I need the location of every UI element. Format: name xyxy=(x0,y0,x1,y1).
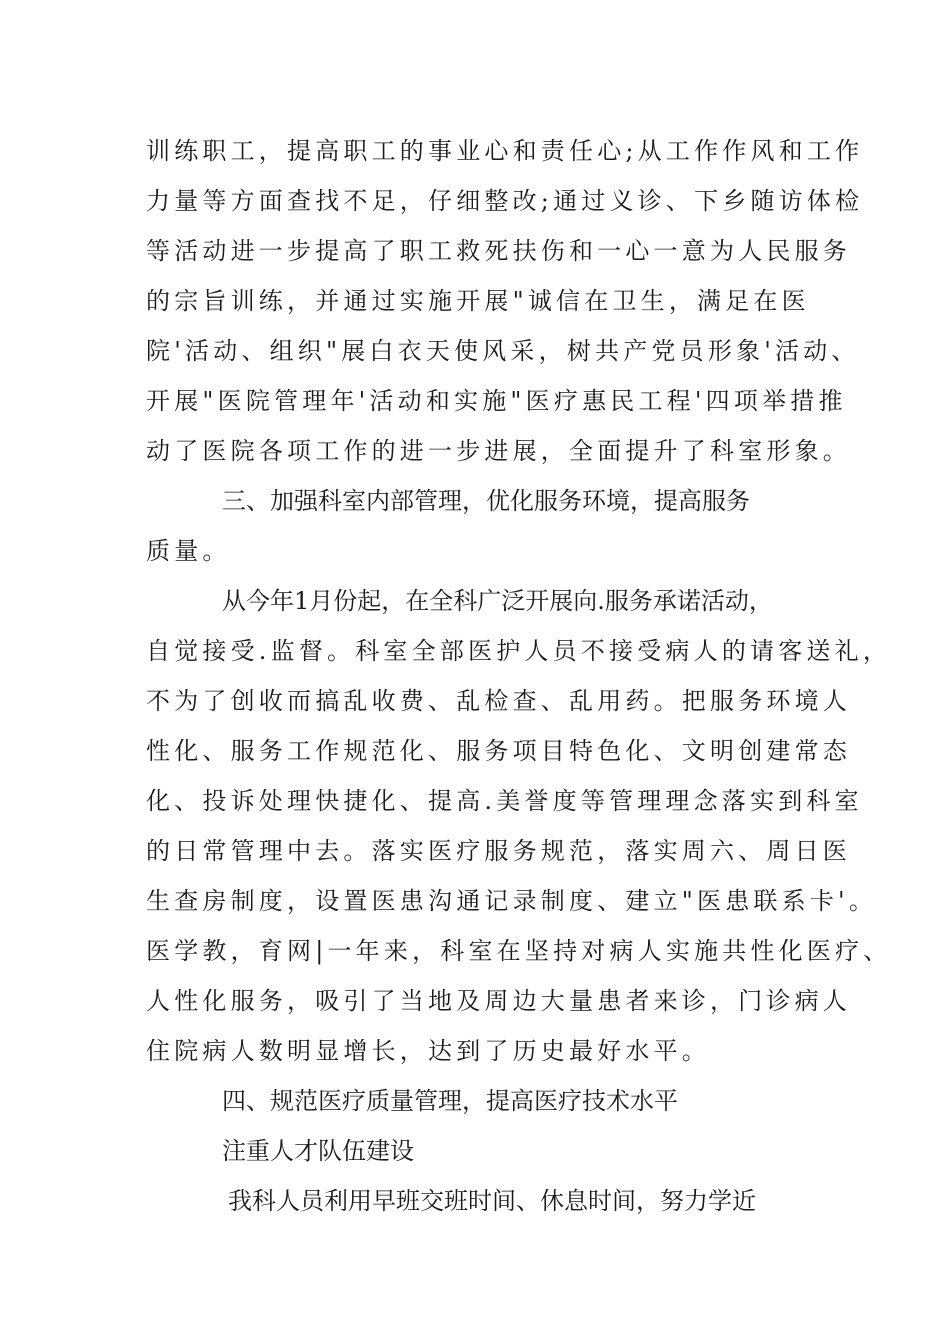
paragraph-line: 从今年1月份起，在全科广泛开展向.服务承诺活动， xyxy=(222,587,773,615)
paragraph-line: 人性化服务，吸引了当地及周边大量患者来诊，门诊病人 xyxy=(146,987,851,1015)
paragraph-line: 我科人员利用早班交班时间、休息时间，努力学近 xyxy=(228,1187,756,1215)
paragraph-line: 等活动进一步提高了职工救死扶伤和一心一意为人民服务 xyxy=(146,237,851,265)
section-heading-3-continued: 质量。 xyxy=(146,537,231,565)
paragraph-line: 动了医院各项工作的进一步进展，全面提升了科室形象。 xyxy=(146,437,851,465)
paragraph-line: 的宗旨训练，并通过实施开展"诚信在卫生，满足在医 xyxy=(146,287,810,315)
paragraph-line: 医学教，育网|一年来，科室在坚持对病人实施共性化医疗、 xyxy=(146,937,892,965)
section-heading-3: 三、加强科室内部管理，优化服务环境，提高服务 xyxy=(222,487,750,515)
paragraph-line: 化、投诉处理快捷化、提高.美誉度等管理理念落实到科室 xyxy=(146,787,863,815)
section-heading-4: 四、规范医疗质量管理，提高医疗技术水平 xyxy=(222,1087,678,1115)
subsection-heading: 注重人才队伍建设 xyxy=(222,1137,414,1165)
paragraph-line: 开展"医院管理年'活动和实施"医疗惠民工程'四项举措推 xyxy=(146,387,847,415)
paragraph-line: 的日常管理中去。落实医疗服务规范，落实周六、周日医 xyxy=(146,837,851,865)
paragraph-line: 训练职工，提高职工的事业心和责任心;从工作作风和工作 xyxy=(146,137,864,165)
paragraph-line: 力量等方面查找不足，仔细整改;通过义诊、下乡随访体检 xyxy=(146,187,864,215)
paragraph-line: 不为了创收而搞乱收费、乱检查、乱用药。把服务环境人 xyxy=(146,687,851,715)
paragraph-line: 性化、服务工作规范化、服务项目特色化、文明创建常态 xyxy=(146,737,851,765)
paragraph-line: 住院病人数明显增长，达到了历史最好水平。 xyxy=(146,1037,710,1065)
paragraph-line: 生查房制度，设置医患沟通记录制度、建立"医患联系卡'。 xyxy=(146,887,878,915)
paragraph-line: 自觉接受.监督。科室全部医护人员不接受病人的请客送礼， xyxy=(146,637,892,665)
paragraph-line: 院'活动、组织"展白衣天使风采，树共产党员形象'活动、 xyxy=(146,337,860,365)
